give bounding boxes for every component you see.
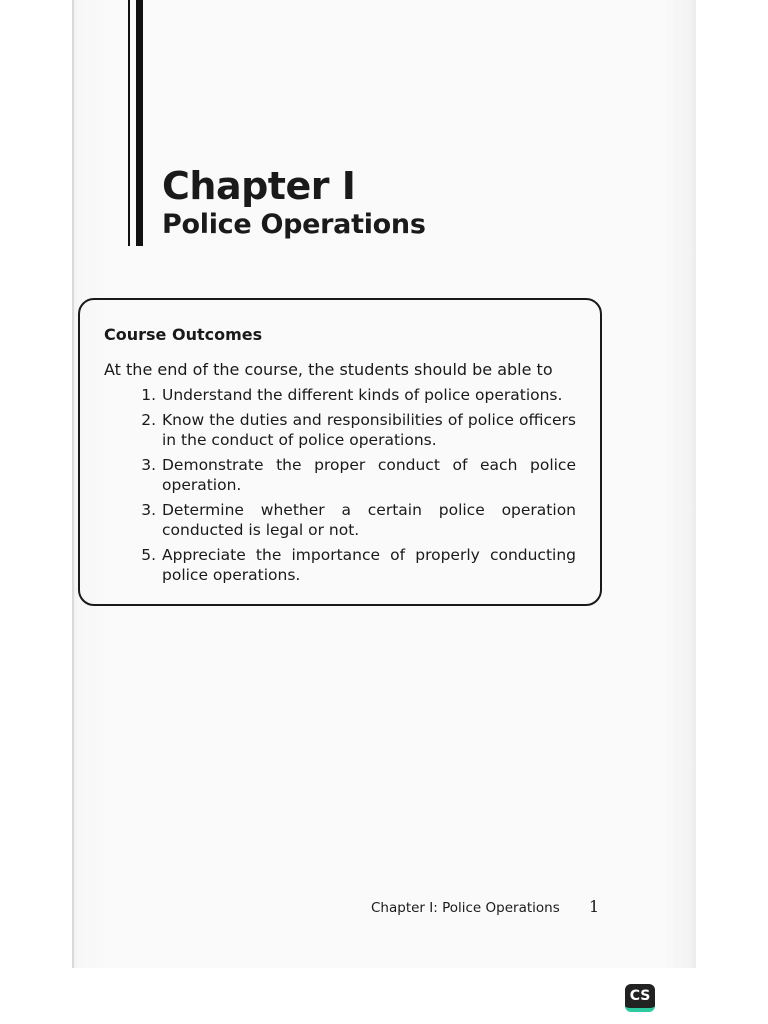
outcome-number: 3. [141, 456, 156, 474]
outcome-number: 5. [141, 546, 156, 564]
course-outcomes-intro: At the end of the course, the students should be able to [104, 360, 553, 379]
outcome-text: Understand the different kinds of police operations. [162, 386, 563, 404]
decorative-thin-bar [128, 0, 130, 246]
page-number: 1 [589, 897, 600, 916]
camscanner-logo-label: CS [629, 988, 651, 1004]
chapter-title: Chapter I [162, 164, 356, 208]
outcome-list [128, 385, 576, 590]
running-footer-title: Chapter I: Police Operations [371, 900, 560, 916]
outcome-text: Appreciate the importance of properly conducting police operations. [162, 546, 576, 584]
outcome-item [128, 410, 576, 450]
outcome-item [128, 545, 576, 585]
outcome-text: Know the duties and responsibilities of police officers in the conduct of police operations. [162, 411, 576, 449]
course-outcomes-heading: Course Outcomes [104, 325, 263, 344]
camscanner-logo-icon [625, 984, 655, 1012]
outcome-number: 3. [141, 501, 156, 519]
outcome-item [128, 455, 576, 495]
outcome-text: Demonstrate the proper conduct of each police operation. [162, 456, 576, 494]
outcome-item [128, 500, 576, 540]
page-edge [72, 0, 74, 968]
outcome-number: 2. [141, 411, 156, 429]
outcome-item [128, 385, 576, 405]
outcome-number: 1. [141, 386, 156, 404]
chapter-subtitle: Police Operations [162, 209, 426, 240]
decorative-thick-bar [136, 0, 143, 246]
outcome-text: Determine whether a certain police operation conducted is legal or not. [162, 501, 576, 539]
